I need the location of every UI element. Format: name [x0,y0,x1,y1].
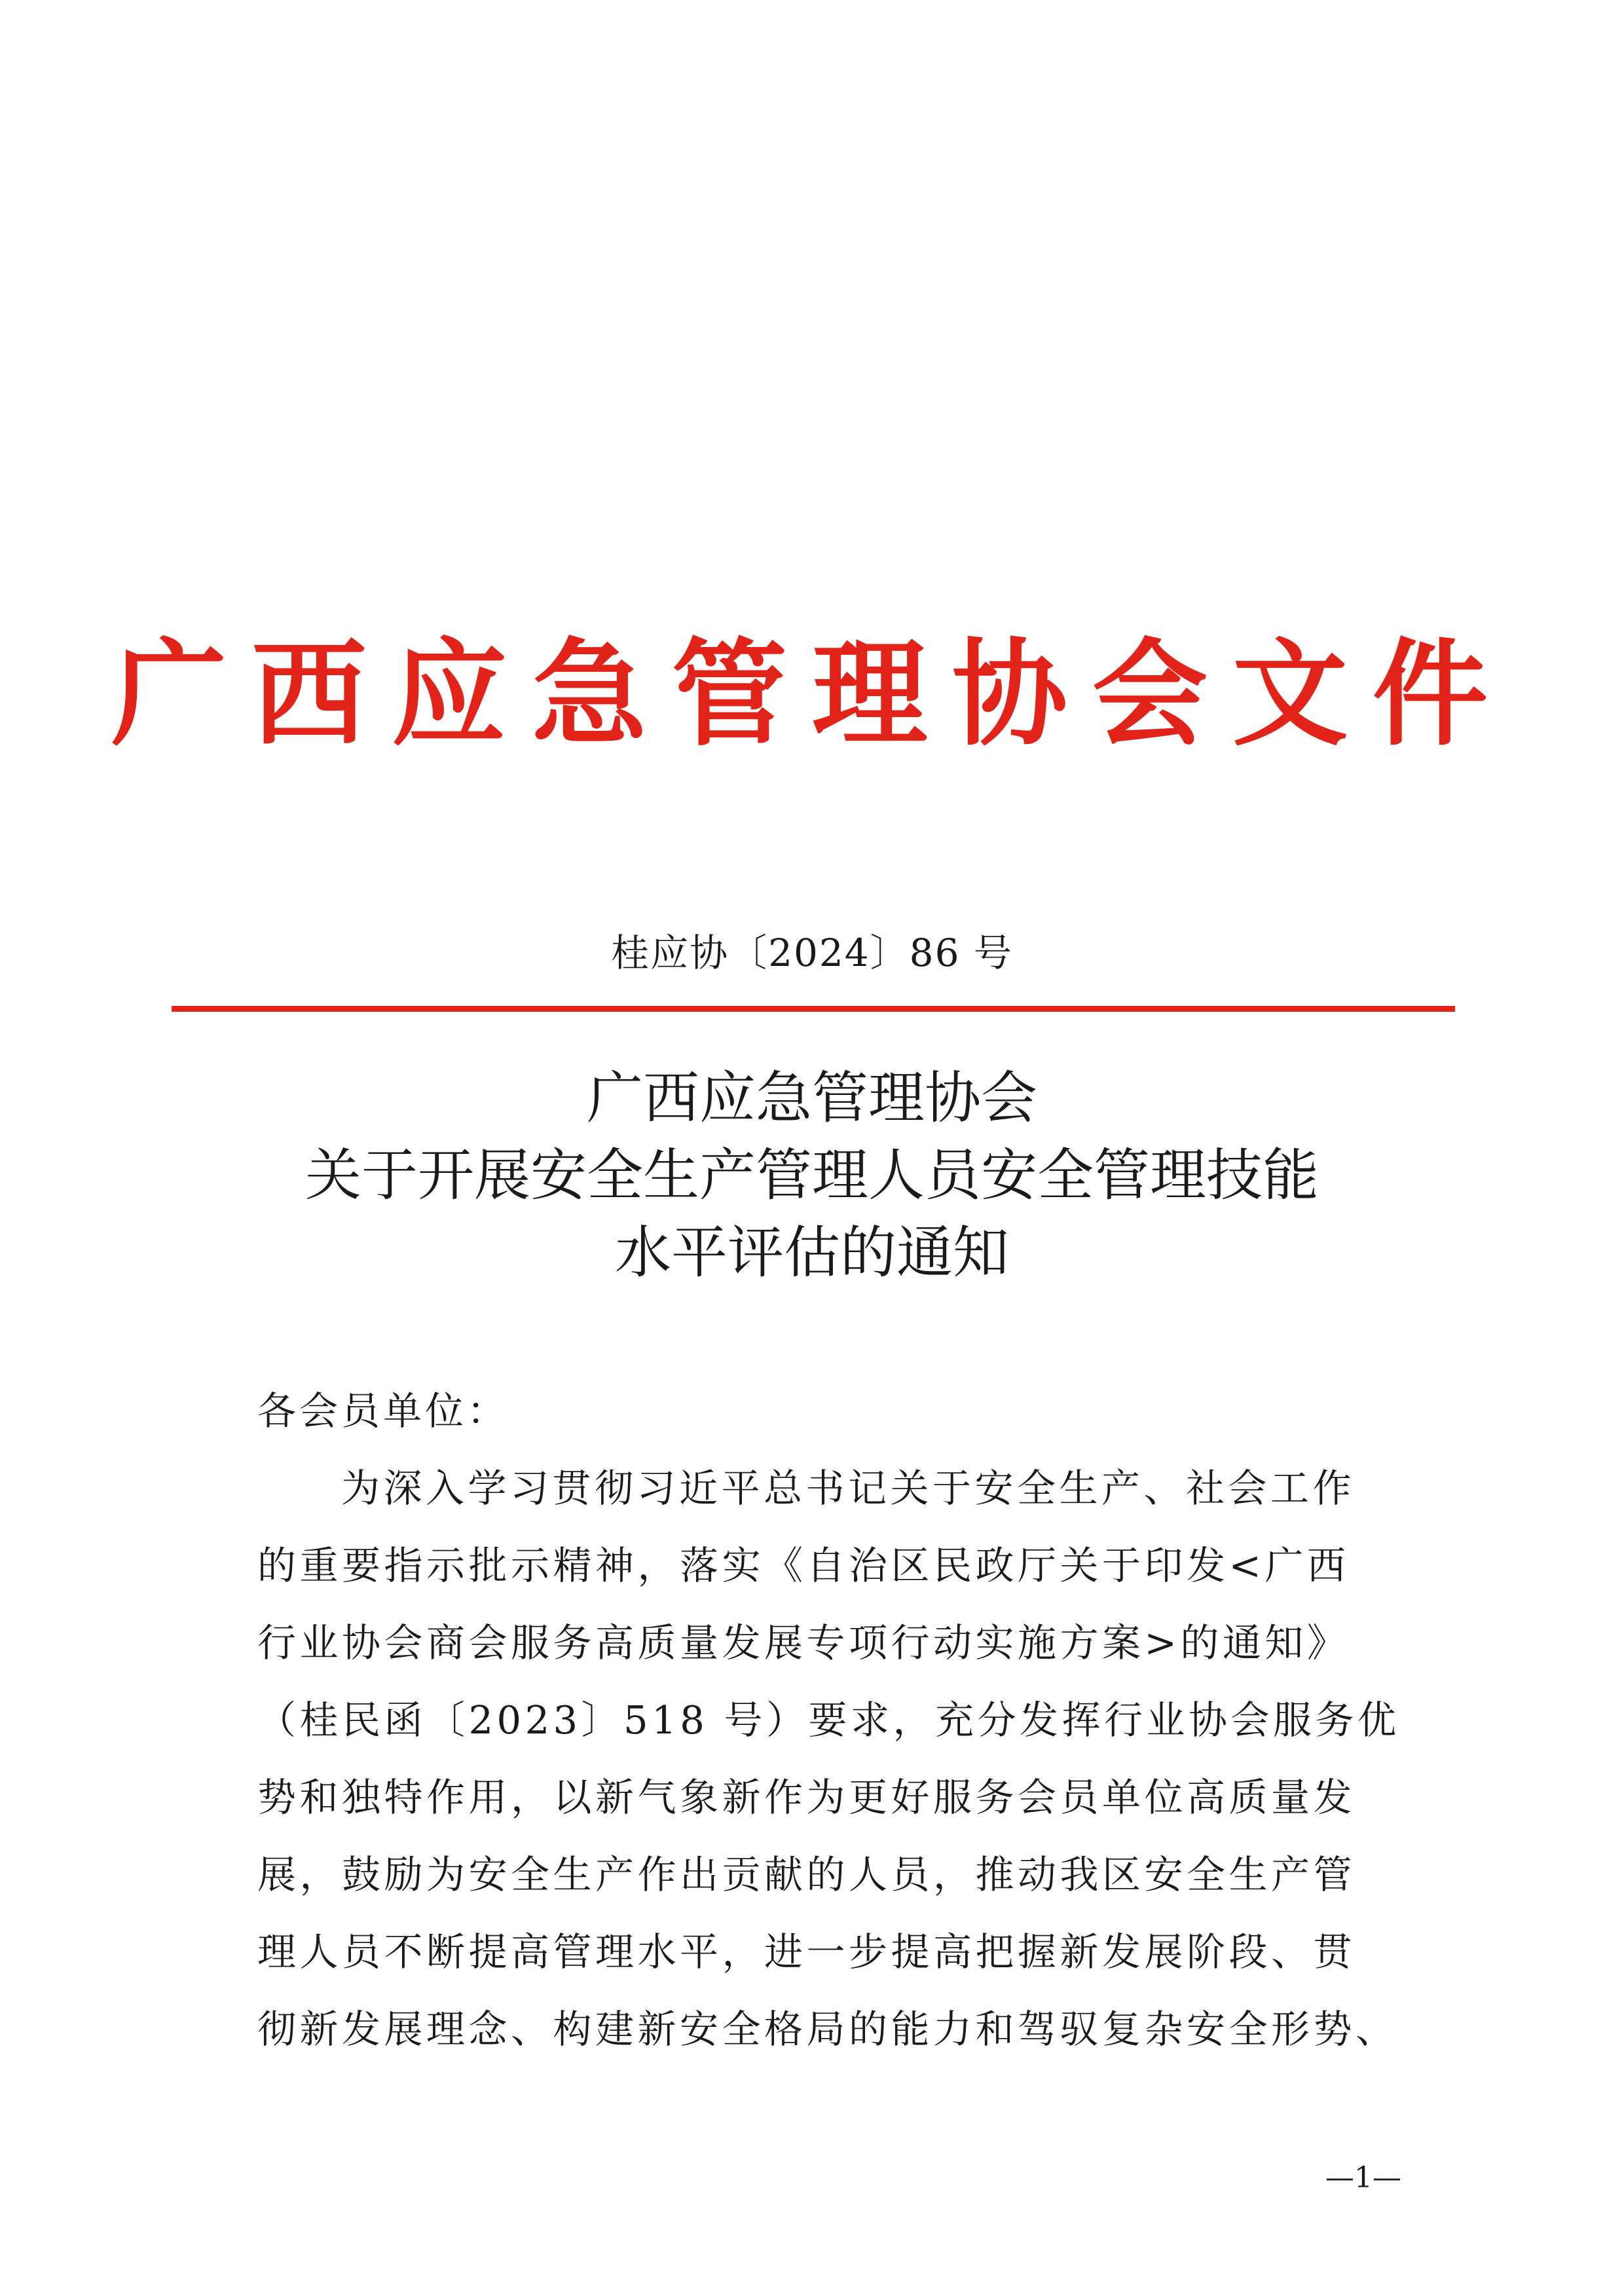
notice-body [257,1373,1400,2068]
title-line: 水平评估的通知 [615,1220,1009,1286]
paragraph-line: 的重要指示批示精神，落实《自治区民政厅关于印发<广西 [257,1543,1350,1588]
paragraph-line: 展，鼓励为安全生产作出贡献的人员，推动我区安全生产管 [257,1852,1356,1897]
red-divider-line [172,1006,1455,1012]
title-line: 广西应急管理协会 [587,1065,1037,1131]
document-number: 桂应协〔2024〕86 号 [611,931,1013,975]
paragraph-line: 行业协会商会服务高质量发展专项行动实施方案>的通知》 [257,1620,1350,1665]
paragraph-line: 为深入学习贯彻习近平总书记关于安全生产、社会工作 [341,1466,1356,1511]
paragraph-line: （桂民函〔2023〕518 号）要求，充分发挥行业协会服务优 [257,1697,1400,1743]
paragraph-line: 彻新发展理念、构建新安全格局的能力和驾驭复杂安全形势、 [257,2007,1398,2052]
masthead-title: 广西应急管理协会文件 [111,626,1513,762]
paragraph-line: 势和独特作用，以新气象新作为更好服务会员单位高质量发 [257,1775,1356,1820]
paragraph-line: 理人员不断提高管理水平，进一步提高把握新发展阶段、贯 [257,1929,1356,1974]
page-number: —1— [1325,2161,1401,2194]
salutation: 各会员单位： [257,1388,509,1434]
notice-title [0,1060,1624,1291]
title-line: 关于开展安全生产管理人员安全管理技能 [305,1143,1319,1208]
